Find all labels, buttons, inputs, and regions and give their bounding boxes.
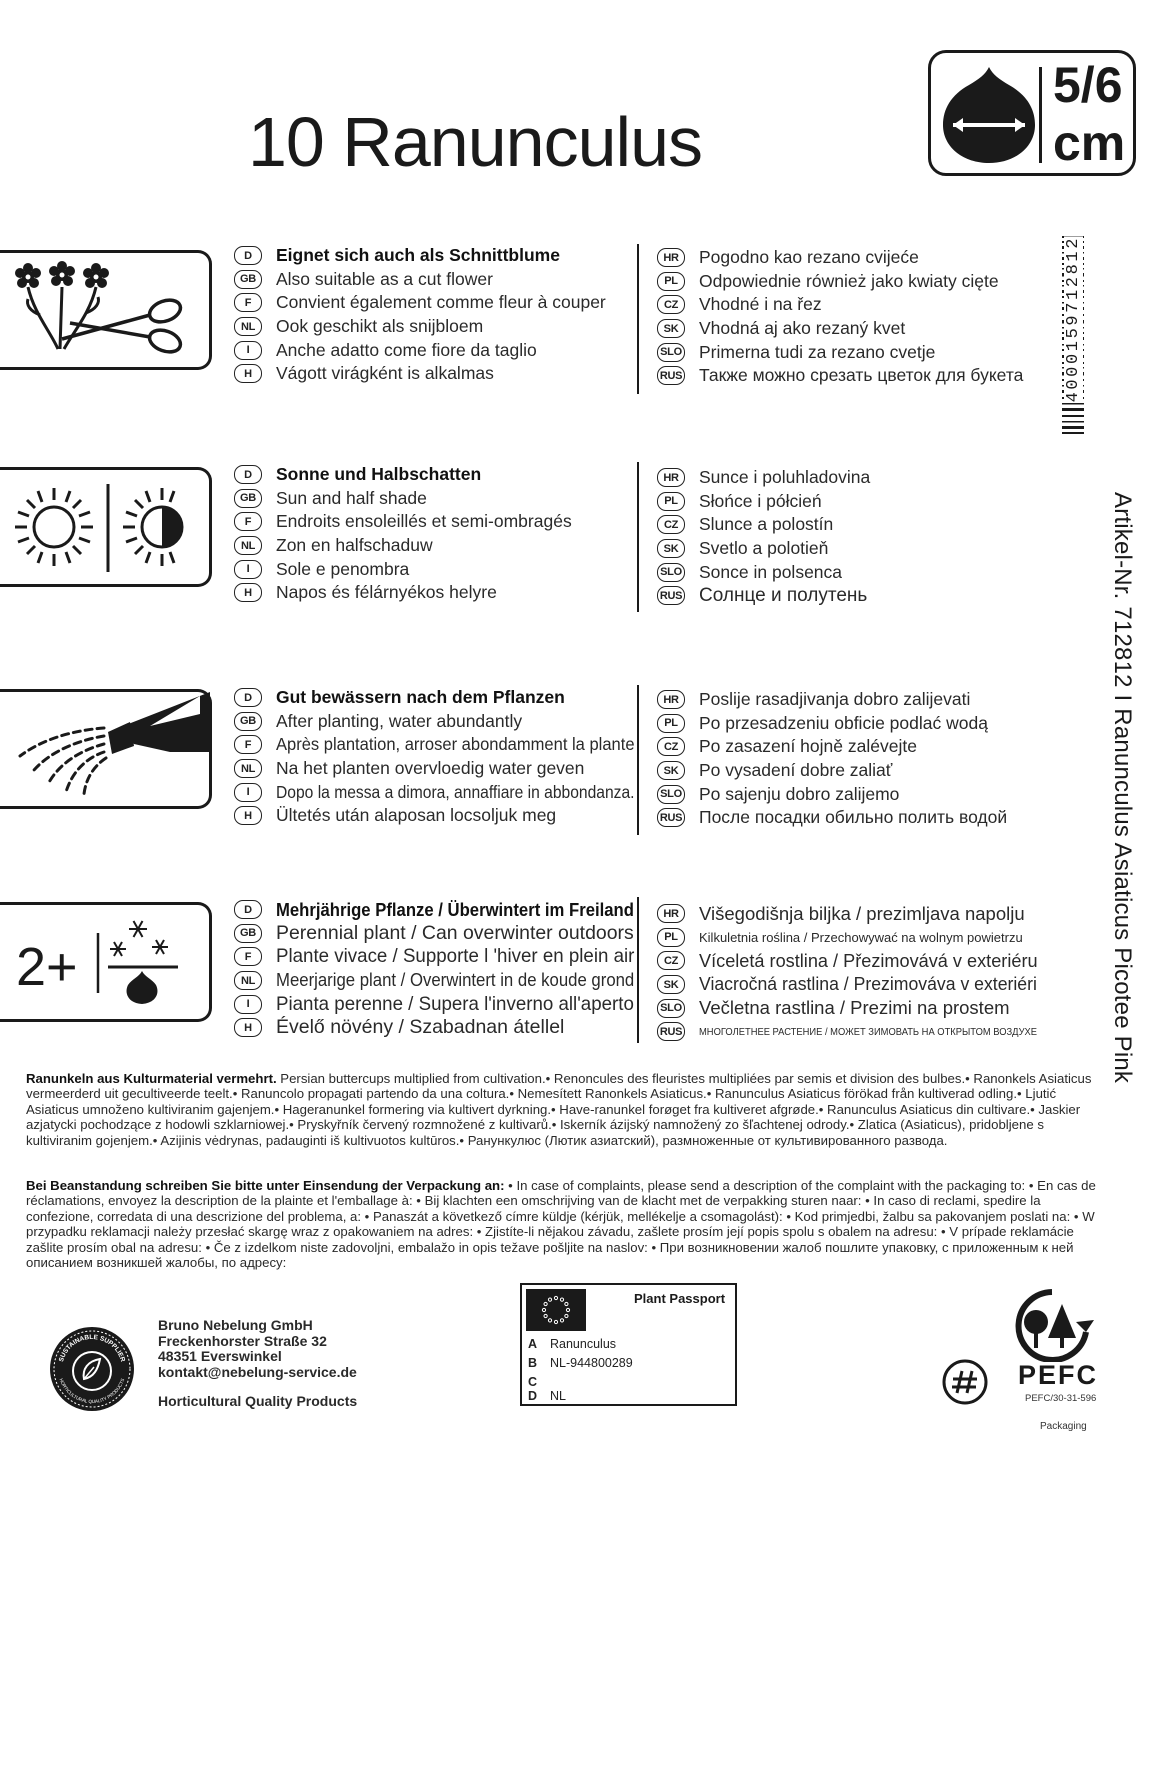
section-divider bbox=[637, 462, 639, 612]
seal-top-text: SUSTAINABLE SUPPLIER bbox=[57, 1333, 127, 1363]
lang-code-badge: I bbox=[234, 560, 262, 579]
lang-line: RUS Также можно срезать цветок для букета bbox=[657, 364, 1023, 388]
complaint-note bbox=[26, 1178, 1096, 1270]
lang-code-badge: D bbox=[234, 246, 262, 265]
pefc-code: PEFC/30-31-596 bbox=[1025, 1393, 1097, 1404]
company-address bbox=[158, 1318, 357, 1380]
section-perennial-right bbox=[657, 902, 1078, 1044]
lang-line: D Gut bewässern nach dem Pflanzen bbox=[234, 686, 677, 710]
lang-line: F Plante vivace / Supporte l 'hiver en plein air bbox=[234, 945, 673, 969]
lang-line: PL Kilkuletnia roślina / Przechowywać na wolnym powietrzu bbox=[657, 926, 1078, 950]
passport-row-c: C bbox=[528, 1375, 538, 1389]
lang-line: HR Poslije rasadjivanja dobro zalijevati bbox=[657, 688, 1007, 712]
size-value: 5/6 bbox=[1053, 57, 1123, 113]
lang-code-badge: GB bbox=[234, 270, 262, 289]
complaint-note-lead: Bei Beanstandung schreiben Sie bitte unter Einsendung der Verpackung an: bbox=[26, 1178, 505, 1193]
passport-row-d: D NL bbox=[528, 1389, 566, 1403]
lang-line: RUS После посадки обильно полить водой bbox=[657, 806, 1007, 830]
lang-line: PL Słońce i półcień bbox=[657, 490, 870, 514]
cultivation-note-lead: Ranunkeln aus Kulturmaterial vermehrt. bbox=[26, 1071, 277, 1086]
lang-line: GB Also suitable as a cut flower bbox=[234, 268, 606, 292]
lang-line: GB Perennial plant / Can overwinter outdoors bbox=[234, 922, 673, 946]
lang-line: I Pianta perenne / Supera l'inverno all'aperto bbox=[234, 992, 673, 1016]
lang-code-badge: SK bbox=[657, 761, 685, 780]
company-name: Bruno Nebelung GmbH bbox=[158, 1317, 313, 1333]
lang-code-badge: PL bbox=[657, 272, 685, 291]
lang-line: I Sole e penombra bbox=[234, 557, 572, 581]
lang-line: HR Sunce i poluhladovina bbox=[657, 466, 870, 490]
cultivation-note bbox=[26, 1071, 1096, 1148]
cultivation-note-body: Persian buttercups multiplied from cultivation.• Renoncules des fleuristes multipliées par semis et division des bulbes.• Ranonkels Asiaticus vermeerderd uit gecultiveerde teelt.• Ranuncolo propagati partendo da una coltura.• Nemesített Ranonkels Asiaticus.• Ranunculus Asiaticus förökad från kultiverad odling.• Ljutić Asiaticus umnoženo kultiviranim gajenjem.• Hageranunkel formering via kultivert dyrkning.• Have-ranunkel forøget fra kultiveret afgrøde.• Ranunculus Asiaticus din cultivare.• Jaskier azjatycki pochodzące z hodowli szklarniowej.• Pryskyřník červený rozmnožené z kultivarů.• Iskerník ázijský namnožený zo šľachtenej odrody.• Zlatica (Asiaticus), pridobljene s kultiviranim gojenjem.• Azijinis vėdrynas, padauginti iš kultivuotos kultūros.• Ранункулюс (Лютик азиатский), размноженные от культивированного развода. bbox=[26, 1071, 1092, 1148]
lang-line: NL Na het planten overvloedig water geven bbox=[234, 757, 677, 781]
bulb-size-icon bbox=[939, 63, 1039, 167]
lang-code-badge: NL bbox=[234, 536, 262, 555]
lang-code-badge: PL bbox=[657, 492, 685, 511]
complaint-note-body: • In case of complaints, please send a description of the complaint with the packaging to: • En cas de réclamations, envoyez la description de la plainte et l'emballage à: • Bij klachten een omschrijving van de klacht met de verpakking sturen naar: • In caso di reclami, spedire la confezione, corredata di una descrizione del problema, a: • Panaszát a következő címre küldje (kérjük, mellékelje a csomagolást): • Kod primjedbi, žalbu sa pakovanjem poslati na: • W przypadku reklamacji należy przesłać skargę wraz z opakowaniem na adres: • Zjistíte-li nějakou závadu, zašlete prosím její popis spolu s obalem na adresu: • V prípade reklamácie zašlite prosím obal na adresu: • Če z izdelkom niste zadovoljni, embalažo in opis težave pošljite na naslov: • При возникновении жалоб пошлите упаковку, с приложенным к ней описанием возникшей жалобы, по адресу: bbox=[26, 1178, 1096, 1271]
lang-code-badge: I bbox=[234, 341, 262, 360]
lang-line: PL Po przesadzeniu obficie podlać wodą bbox=[657, 712, 1007, 736]
cut-flower-icon-box bbox=[0, 250, 212, 370]
lang-line: I Dopo la messa a dimora, annaffiare in abbondanza. bbox=[234, 780, 677, 804]
lang-line: D Eignet sich auch als Schnittblume bbox=[234, 244, 606, 268]
bulb-size-badge bbox=[928, 50, 1136, 176]
lang-code-badge: D bbox=[234, 688, 262, 707]
lang-line: SK Svetlo a polotieň bbox=[657, 537, 870, 561]
lang-code-badge: RUS bbox=[657, 1022, 685, 1041]
lang-code-badge: H bbox=[234, 1018, 262, 1037]
lang-code-badge: H bbox=[234, 364, 262, 383]
lang-line: F Convient également comme fleur à couper bbox=[234, 291, 606, 315]
passport-row-b: B NL-944800289 bbox=[528, 1356, 633, 1370]
section-sun-left bbox=[234, 463, 572, 605]
lang-code-badge: CZ bbox=[657, 295, 685, 314]
sun-half-shade-icon bbox=[0, 470, 210, 586]
lang-line: H Évelő növény / Szabadnan átellel bbox=[234, 1016, 673, 1040]
perennial-frost-icon bbox=[0, 905, 210, 1021]
lang-line: NL Zon en halfschaduw bbox=[234, 534, 572, 558]
lang-code-badge: GB bbox=[234, 924, 262, 943]
lang-code-badge: HR bbox=[657, 904, 685, 923]
section-perennial-left bbox=[234, 898, 673, 1040]
lang-code-badge: SK bbox=[657, 539, 685, 558]
lang-line: SK Po vysadení dobre zaliať bbox=[657, 759, 1007, 783]
watering-icon-box bbox=[0, 689, 212, 809]
lang-code-badge: D bbox=[234, 465, 262, 484]
watering-can-icon bbox=[0, 692, 210, 808]
lang-line: PL Odpowiednie również jako kwiaty cięte bbox=[657, 270, 1023, 294]
lang-code-badge: HR bbox=[657, 248, 685, 267]
plant-passport bbox=[520, 1283, 737, 1406]
lang-code-badge: CZ bbox=[657, 737, 685, 756]
lang-line: H Vágott virágként is alkalmas bbox=[234, 362, 606, 386]
lang-code-badge: NL bbox=[234, 317, 262, 336]
lang-line: SLO Primerna tudi za rezano cvetje bbox=[657, 340, 1023, 364]
flowers-scissors-icon bbox=[0, 253, 210, 369]
lang-line: NL Meerjarige plant / Overwintert in de koude grond bbox=[234, 969, 673, 993]
lang-line: SLO Po sajenju dobro zalijemo bbox=[657, 782, 1007, 806]
lang-line: I Anche adatto come fiore da taglio bbox=[234, 338, 606, 362]
lang-line: HR Pogodno kao rezano cvijeće bbox=[657, 246, 1023, 270]
pefc-label: PEFC bbox=[1018, 1360, 1099, 1390]
lang-line: HR Višegodišnja biljka / prezimljava napolju bbox=[657, 902, 1078, 926]
company-tagline: Horticultural Quality Products bbox=[158, 1393, 358, 1409]
size-divider bbox=[1039, 67, 1042, 163]
lang-code-badge: F bbox=[234, 293, 262, 312]
lang-code-badge: F bbox=[234, 735, 262, 754]
lang-line: D Mehrjährige Pflanze / Überwintert im Freiland bbox=[234, 898, 673, 922]
lang-code-badge: RUS bbox=[657, 366, 685, 385]
lang-code-badge: H bbox=[234, 806, 262, 825]
section-cut-flower-right bbox=[657, 246, 1023, 388]
section-sun-right bbox=[657, 466, 870, 608]
lang-code-badge: I bbox=[234, 995, 262, 1014]
lang-code-badge: D bbox=[234, 900, 262, 919]
company-email: kontakt@nebelung-service.de bbox=[158, 1363, 357, 1380]
size-unit: cm bbox=[1053, 115, 1126, 171]
lang-line: F Après plantation, arroser abondamment la plante bbox=[234, 733, 677, 757]
lang-line: CZ Po zasazení hojně zalévejte bbox=[657, 735, 1007, 759]
lang-code-badge: HR bbox=[657, 468, 685, 487]
lang-line: SK Viacročná rastlina / Prezimováva v exteriéri bbox=[657, 973, 1078, 997]
passport-row-a: A Ranunculus bbox=[528, 1337, 617, 1351]
lang-code-badge: NL bbox=[234, 971, 262, 990]
lang-line: H Napos és félárnyékos helyre bbox=[234, 581, 572, 605]
lang-code-badge: CZ bbox=[657, 515, 685, 534]
lang-line: D Sonne und Halbschatten bbox=[234, 463, 572, 487]
lang-code-badge: SLO bbox=[657, 343, 685, 362]
lang-code-badge: SK bbox=[657, 319, 685, 338]
pefc-logo-icon bbox=[1006, 1288, 1098, 1362]
lang-line: CZ Vhodné i na řez bbox=[657, 293, 1023, 317]
lang-code-badge: H bbox=[234, 583, 262, 602]
lang-code-badge: GB bbox=[234, 712, 262, 731]
lang-line: CZ Slunce a polostín bbox=[657, 513, 870, 537]
lang-code-badge: SLO bbox=[657, 785, 685, 804]
lang-code-badge: CZ bbox=[657, 951, 685, 970]
lang-code-badge: I bbox=[234, 783, 262, 802]
recycling-mark-icon bbox=[940, 1357, 990, 1407]
lang-code-badge: F bbox=[234, 947, 262, 966]
lang-code-badge: F bbox=[234, 512, 262, 531]
section-divider bbox=[637, 244, 639, 394]
pefc-packaging-note: Packaging bbox=[1040, 1421, 1087, 1432]
lang-line: RUS МНОГОЛЕТНЕЕ РАСТЕНИЕ / МОЖЕТ ЗИМОВАТЬ НА ОТКРЫТОМ ВОЗДУХЕ bbox=[657, 1020, 1078, 1044]
perennial-icon-box bbox=[0, 902, 212, 1022]
sun-icon-box bbox=[0, 467, 212, 587]
lang-line: SLO Sonce in polsenca bbox=[657, 560, 870, 584]
lang-code-badge: NL bbox=[234, 759, 262, 778]
lang-line: CZ Víceletá rostlina / Přezimovává v exteriéru bbox=[657, 949, 1078, 973]
lang-code-badge: HR bbox=[657, 690, 685, 709]
lang-code-badge: SLO bbox=[657, 563, 685, 582]
section-cut-flower-left bbox=[234, 244, 606, 386]
lang-code-badge: RUS bbox=[657, 586, 685, 605]
lang-code-badge: PL bbox=[657, 714, 685, 733]
lang-line: NL Ook geschikt als snijbloem bbox=[234, 315, 606, 339]
sustainable-supplier-seal bbox=[48, 1325, 136, 1413]
lang-line: F Endroits ensoleillés et semi-ombragés bbox=[234, 510, 572, 534]
article-vertical-title: Artikel-Nr. 712812 I Ranunculus Asiaticus Picotee Pink bbox=[1109, 492, 1136, 1084]
lang-code-badge: GB bbox=[234, 489, 262, 508]
lang-code-badge: SK bbox=[657, 975, 685, 994]
lang-line: H Ültetés után alaposan locsoljuk meg bbox=[234, 804, 677, 828]
lang-line: SLO Večletna rastlina / Prezimi na prostem bbox=[657, 996, 1078, 1020]
company-city: 48351 Everswinkel bbox=[158, 1348, 282, 1364]
section-water-left bbox=[234, 686, 677, 828]
seal-bottom-text: HORTICULTURAL QUALITY PRODUCTS bbox=[58, 1377, 126, 1405]
lang-code-badge: PL bbox=[657, 928, 685, 947]
perennial-years-label: 2+ bbox=[16, 937, 78, 997]
lang-line: GB After planting, water abundantly bbox=[234, 710, 677, 734]
product-title: 10 Ranunculus bbox=[248, 103, 702, 181]
lang-line: SK Vhodná aj ako rezaný kvet bbox=[657, 317, 1023, 341]
eu-flag-icon bbox=[526, 1289, 586, 1331]
section-water-right bbox=[657, 688, 1007, 830]
lang-code-badge: RUS bbox=[657, 808, 685, 827]
plant-passport-title: Plant Passport bbox=[634, 1291, 726, 1306]
company-street: Freckenhorster Straße 32 bbox=[158, 1332, 327, 1349]
lang-line: GB Sun and half shade bbox=[234, 487, 572, 511]
lang-line: RUS Солнце и полутень bbox=[657, 584, 870, 608]
barcode-number: 4000159712812 bbox=[1064, 236, 1083, 403]
lang-code-badge: SLO bbox=[657, 999, 685, 1018]
